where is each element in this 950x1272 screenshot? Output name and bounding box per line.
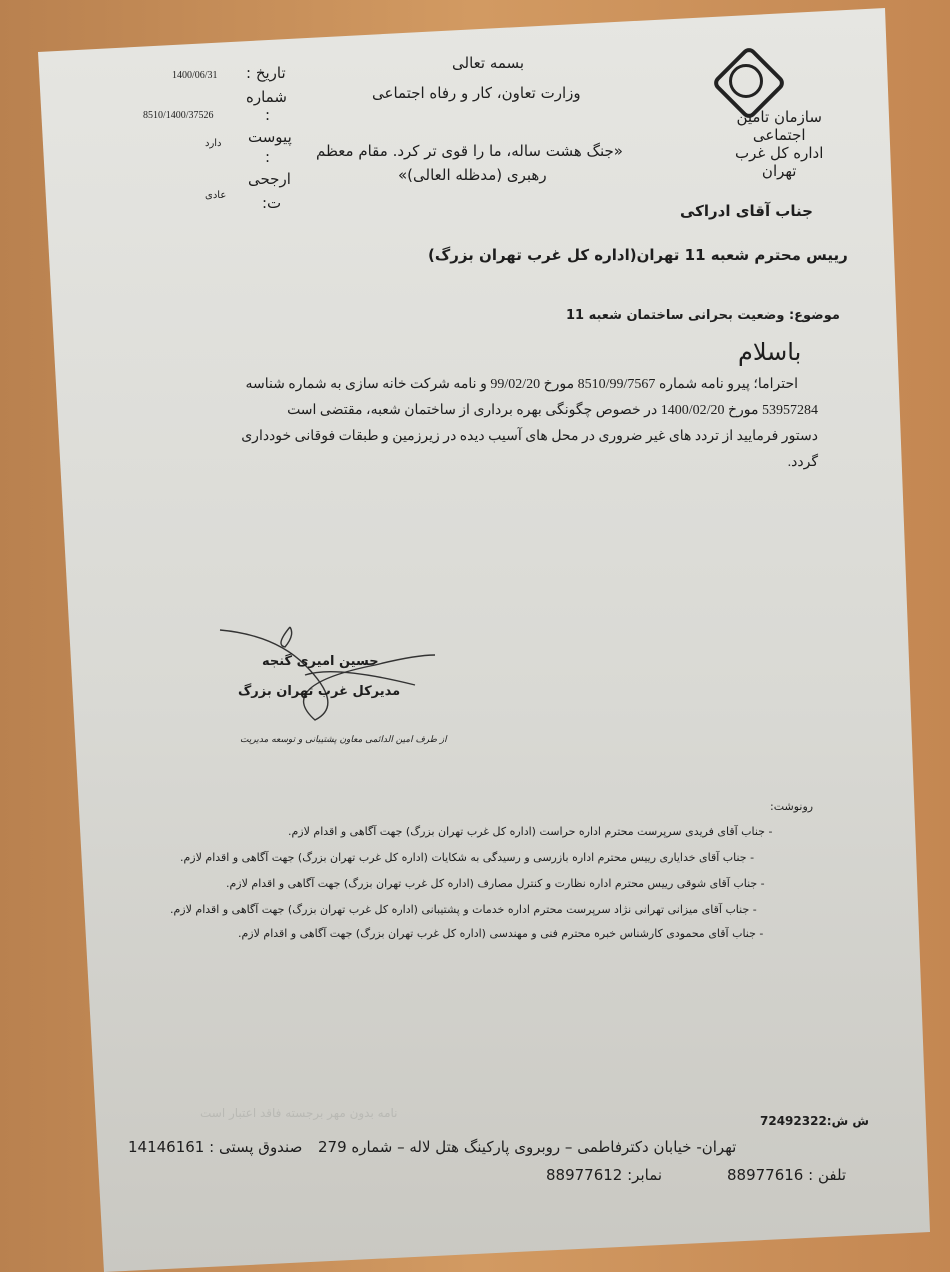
body-line: احتراما؛ پیرو نامه شماره 8510/99/7567 مورخ 99/02/20 و نامه شرکت خانه سازی به شماره شناسه bbox=[245, 377, 798, 392]
body-line: گردد. bbox=[787, 455, 818, 470]
attachment-label: پیوست bbox=[248, 128, 292, 146]
address: تهران- خیابان دکترفاطمی – روبروی پارکینگ هتل لاله – شماره 279 bbox=[318, 1138, 737, 1156]
signatory-name: حسین امیری گنجه bbox=[262, 654, 379, 669]
date-value: 1400/06/31 bbox=[172, 70, 218, 81]
subject: موضوع: وضعیت بحرانی ساختمان شعبه 11 bbox=[566, 308, 840, 323]
body-line: 53957284 مورخ 1400/02/20 در خصوص چگونگی بهره برداری از ساختمان شعبه، مقتضی است bbox=[287, 403, 818, 418]
priority-label: ارجحی bbox=[248, 170, 291, 188]
letter-body bbox=[118, 372, 818, 476]
recipient-name: جناب آقای ادراکی bbox=[680, 202, 813, 220]
priority-label: ت: bbox=[262, 194, 282, 212]
recipient-title: رییس محترم شعبه 11 تهران(اداره کل غرب تهران بزرگ) bbox=[428, 246, 848, 264]
priority-value: عادی bbox=[205, 190, 227, 201]
org-line: سازمان تامین bbox=[736, 108, 822, 126]
cc-item: - جناب آقای میزانی تهرانی نژاد سرپرست محترم اداره خدمات و پشتیبانی (اداره کل غرب تهران بزرگ) جهت آگاهی و اقدام لازم. bbox=[170, 903, 757, 916]
body-line: دستور فرمایید از تردد های غیر ضروری در محل های آسیب دیده در زیرزمین و طبقات فوقانی خودداری bbox=[241, 429, 818, 444]
validity-watermark: نامه بدون مهر برجسته فاقد اعتبار است bbox=[200, 1106, 398, 1120]
po-box: صندوق پستی : 14146161 bbox=[128, 1138, 303, 1156]
greeting: باسلام bbox=[738, 338, 802, 366]
org-name bbox=[735, 108, 823, 180]
quote-line: رهبری (مدظله العالی)» bbox=[398, 166, 547, 184]
handwritten-signature bbox=[215, 625, 445, 735]
org-line: اجتماعی bbox=[752, 126, 806, 144]
date-label: تاریخ : bbox=[246, 64, 286, 82]
ministry-name: وزارت تعاون، کار و رفاه اجتماعی bbox=[372, 84, 581, 102]
quote-line: «جنگ هشت ساله، ما را قوی تر کرد. مقام معظم bbox=[316, 142, 623, 160]
cc-item: - جناب آقای فریدی سرپرست محترم اداره حراست (اداره کل غرب تهران بزرگ) جهت آگاهی و اقدام لازم. bbox=[288, 825, 773, 838]
logo-people-icon bbox=[729, 64, 763, 98]
org-line: تهران bbox=[761, 162, 797, 180]
attachment-colon: : bbox=[265, 148, 271, 166]
cc-item: - جناب آقای محمودی کارشناس خبره محترم فنی و مهندسی (اداره کل غرب تهران بزرگ) جهت آگاهی و اقدام لازم. bbox=[238, 927, 764, 940]
number-colon: : bbox=[265, 106, 271, 124]
cc-item: - جناب آقای شوقی رییس محترم اداره نظارت و کنترل مصارف (اداره کل غرب تهران بزرگ) جهت آگاهی و اقدام لازم. bbox=[226, 877, 765, 890]
cc-item: - جناب آقای خدایاری رییس محترم اداره بازرسی و رسیدگی به شکایات (اداره کل غرب تهران بزرگ) جهت آگاهی و اقدام لازم. bbox=[180, 851, 755, 864]
attachment-value: دارد bbox=[205, 138, 222, 149]
signatory-position: مدیرکل غرب تهران بزرگ bbox=[238, 684, 401, 699]
org-line: اداره کل غرب bbox=[735, 144, 824, 162]
number-label: شماره bbox=[246, 88, 287, 106]
signature-note: از طرف امین الدائمی معاون پشتیبانی و توسعه مدیریت bbox=[240, 735, 447, 745]
phone: تلفن : 88977616 bbox=[727, 1166, 847, 1184]
invocation: بسمه تعالی bbox=[452, 54, 525, 72]
cc-label: رونوشت: bbox=[770, 800, 814, 813]
number-value: 8510/1400/37526 bbox=[143, 110, 214, 121]
fax: نمابر: 88977612 bbox=[546, 1166, 663, 1184]
document-id: ش ش:72492322 bbox=[760, 1114, 869, 1128]
